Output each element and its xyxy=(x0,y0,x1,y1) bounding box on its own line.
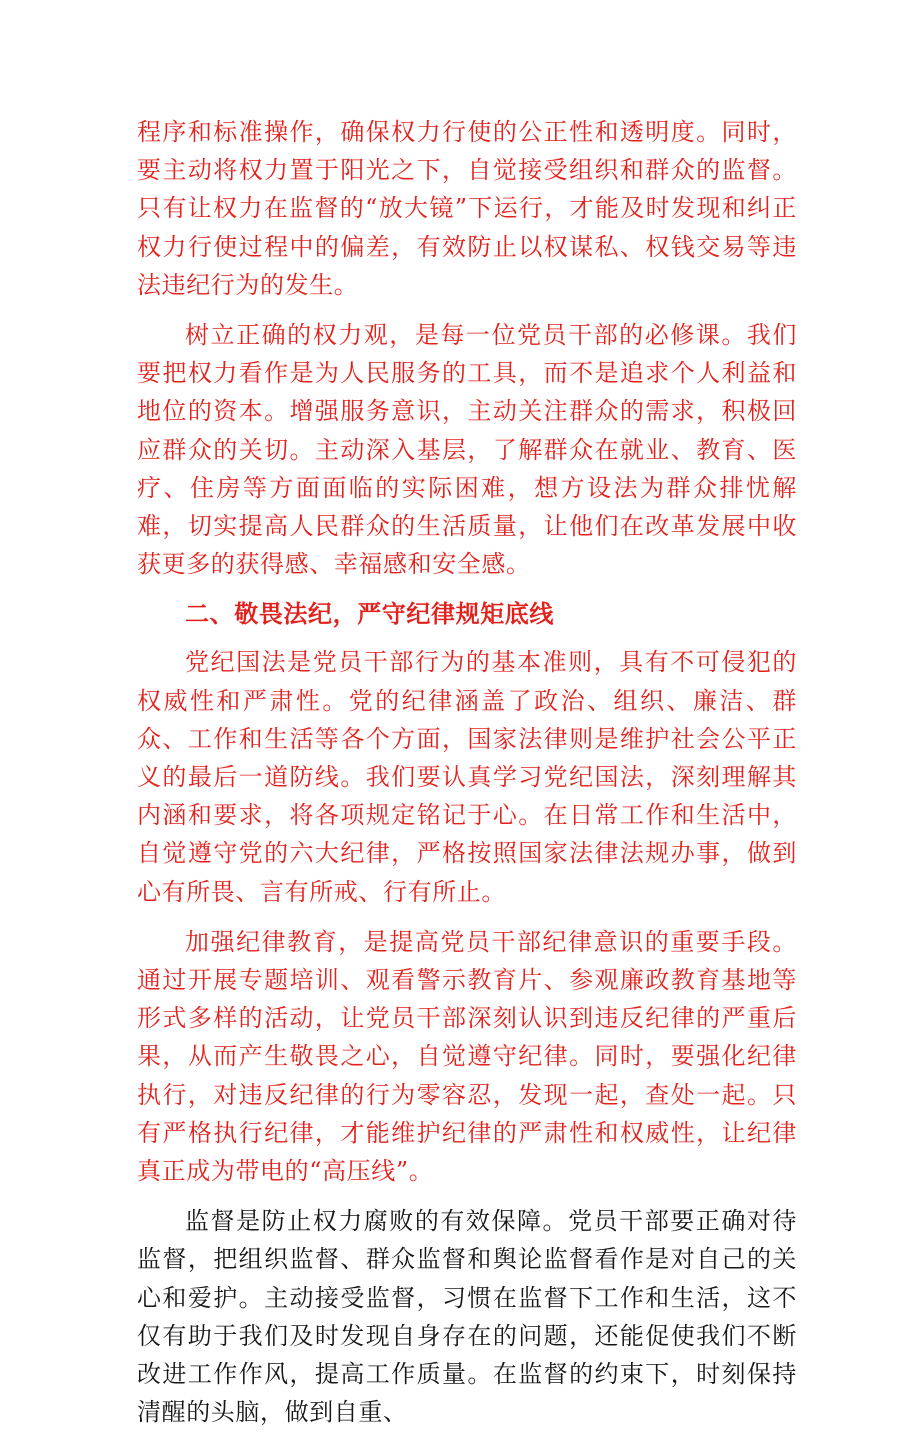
section-heading: 二、敬畏法纪，严守纪律规矩底线 xyxy=(185,600,554,629)
paragraph-discipline-education: 加强纪律教育，是提高党员干部纪律意识的重要手段。通过开展专题培训、观看警示教育片、参观廉政教育基地等形式多样的活动，让党员干部深刻认识到违反纪律的严重后果，从而产生敬畏之心，自觉遵守纪律。同时，要强化纪律执行，对违反纪律的行为零容忍，发现一起，查处一起。只有严格执行纪律，才能维护纪律的严肃性和权威性，让纪律真正成为带电的“高压线”。 xyxy=(137,927,797,1186)
paragraph-supervision: 监督是防止权力腐败的有效保障。党员干部要正确对待监督，把组织监督、群众监督和舆论监督看作是对自己的关心和爱护。主动接受监督，习惯在监督下工作和生活，这不仅有助于我们及时发现自身存在的问题，还能促使我们不断改进工作作风，提高工作质量。在监督的约束下，时刻保持清醒的头脑，做到自重、 xyxy=(137,1207,797,1427)
paragraph-power-view: 树立正确的权力观，是每一位党员干部的必修课。我们要把权力看作是为人民服务的工具，而不是追求个人利益和地位的资本。增强服务意识，主动关注群众的需求，积极回应群众的关切。主动深入基层，了解群众在就业、教育、医疗、住房等方面面临的实际困难，想方设法为群众排忧解难，切实提高人民群众的生活质量，让他们在改革发展中收获更多的获得感、幸福感和安全感。 xyxy=(137,321,797,579)
paragraph-party-discipline: 党纪国法是党员干部行为的基本准则，具有不可侵犯的权威性和严肃性。党的纪律涵盖了政治、组织、廉洁、群众、工作和生活等各个方面，国家法律则是维护社会公平正义的最后一道防线。我们要认真学习党纪国法，深刻理解其内涵和要求，将各项规定铭记于心。在日常工作和生活中，自觉遵守党的六大纪律，严格按照国家法律法规办事，做到心有所畏、言有所戒、行有所止。 xyxy=(137,648,797,906)
document-body xyxy=(137,113,797,1444)
paragraph-power-procedure: 程序和标准操作，确保权力行使的公正性和透明度。同时，要主动将权力置于阳光之下，自觉接受组织和群众的监督。只有让权力在监督的“放大镜”下运行，才能及时发现和纠正权力行使过程中的偏差，有效防止以权谋私、权钱交易等违法违纪行为的发生。 xyxy=(137,118,797,299)
